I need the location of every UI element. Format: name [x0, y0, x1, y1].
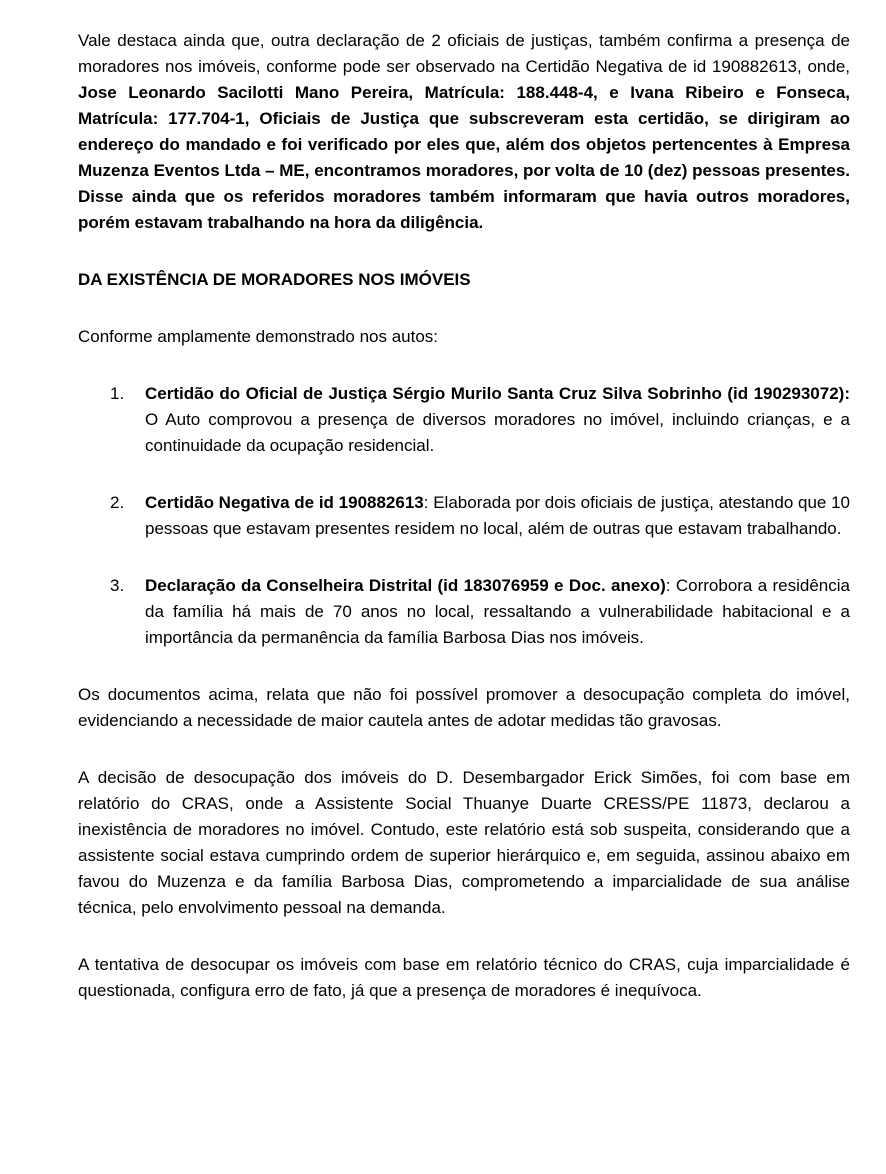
- document-body: [78, 28, 850, 1035]
- list-item-2-bold-text: Certidão Negativa de id 190882613: [145, 493, 424, 512]
- list-item-1-bold-text: Certidão do Oficial de Justiça Sérgio Murilo Santa Cruz Silva Sobrinho (id 190293072):: [145, 384, 850, 403]
- attempt-paragraph: A tentativa de desocupar os imóveis com base em relatório técnico do CRAS, cuja imparcialidade é questionada, configura erro de fato, já que a presença de moradores é inequívoca.: [78, 955, 850, 1000]
- list-item-3-number: 3.: [110, 576, 125, 595]
- intro-paragraph: [78, 28, 850, 236]
- intro-paragraph-bold-text: Jose Leonardo Sacilotti Mano Pereira, Matrícula: 188.448-4, e Ivana Ribeiro e Fonseca, Matrícula: 177.704-1, Oficiais de Justiça que subscreveram esta certidão, se dirigiram ao endereço do mandado e foi verificado por eles que, além dos objetos pertencentes à Empresa Muzenza Eventos Ltda – ME, encontramos moradores, por volta de 10 (dez) pessoas presentes. Disse ainda que os referidos moradores também informaram que havia outros moradores, porém estavam trabalhando na hora da diligência.: [78, 83, 850, 232]
- list-item-1-number: 1.: [110, 384, 125, 403]
- list-item-2-normal-text: : Elaborada por dois oficiais de justiça, atestando que 10 pessoas que estavam presentes residem no local, além de outras que estavam trabalhando.: [145, 493, 850, 538]
- list-item-2: [78, 490, 850, 542]
- intro-paragraph-normal-text: Vale destaca ainda que, outra declaração de 2 oficiais de justiças, também confirma a presença de moradores nos imóveis, conforme pode ser observado na Certidão Negativa de id 190882613, onde,: [78, 31, 850, 76]
- list-item-1-normal-text: O Auto comprovou a presença de diversos moradores no imóvel, incluindo crianças, e a continuidade da ocupação residencial.: [145, 410, 850, 455]
- list-item-3-normal-text: : Corrobora a residência da família há mais de 70 anos no local, ressaltando a vulnerabilidade habitacional e a importância da permanência da família Barbosa Dias nos imóveis.: [145, 576, 850, 647]
- list-item-3-bold-text: Declaração da Conselheira Distrital (id 183076959 e Doc. anexo): [145, 576, 666, 595]
- list-item-2-number: 2.: [110, 493, 125, 512]
- list-item-3: [78, 573, 850, 651]
- lead-paragraph: Conforme amplamente demonstrado nos autos:: [78, 327, 439, 346]
- decision-paragraph: A decisão de desocupação dos imóveis do D. Desembargador Erick Simões, foi com base em relatório do CRAS, onde a Assistente Social Thuanye Duarte CRESS/PE 11873, declarou a inexistência de moradores no imóvel. Contudo, este relatório está sob suspeita, considerando que a assistente social estava cumprindo ordem de superior hierárquico e, em seguida, assinou abaixo em favou do Muzenza e da família Barbosa Dias, comprometendo a imparcialidade de sua análise técnica, pelo envolvimento pessoal na demanda.: [78, 768, 850, 917]
- documents-paragraph: Os documentos acima, relata que não foi possível promover a desocupação completa do imóvel, evidenciando a necessidade de maior cautela antes de adotar medidas tão gravosas.: [78, 685, 850, 730]
- section-heading: DA EXISTÊNCIA DE MORADORES NOS IMÓVEIS: [78, 270, 471, 289]
- list-item-1: [78, 381, 850, 459]
